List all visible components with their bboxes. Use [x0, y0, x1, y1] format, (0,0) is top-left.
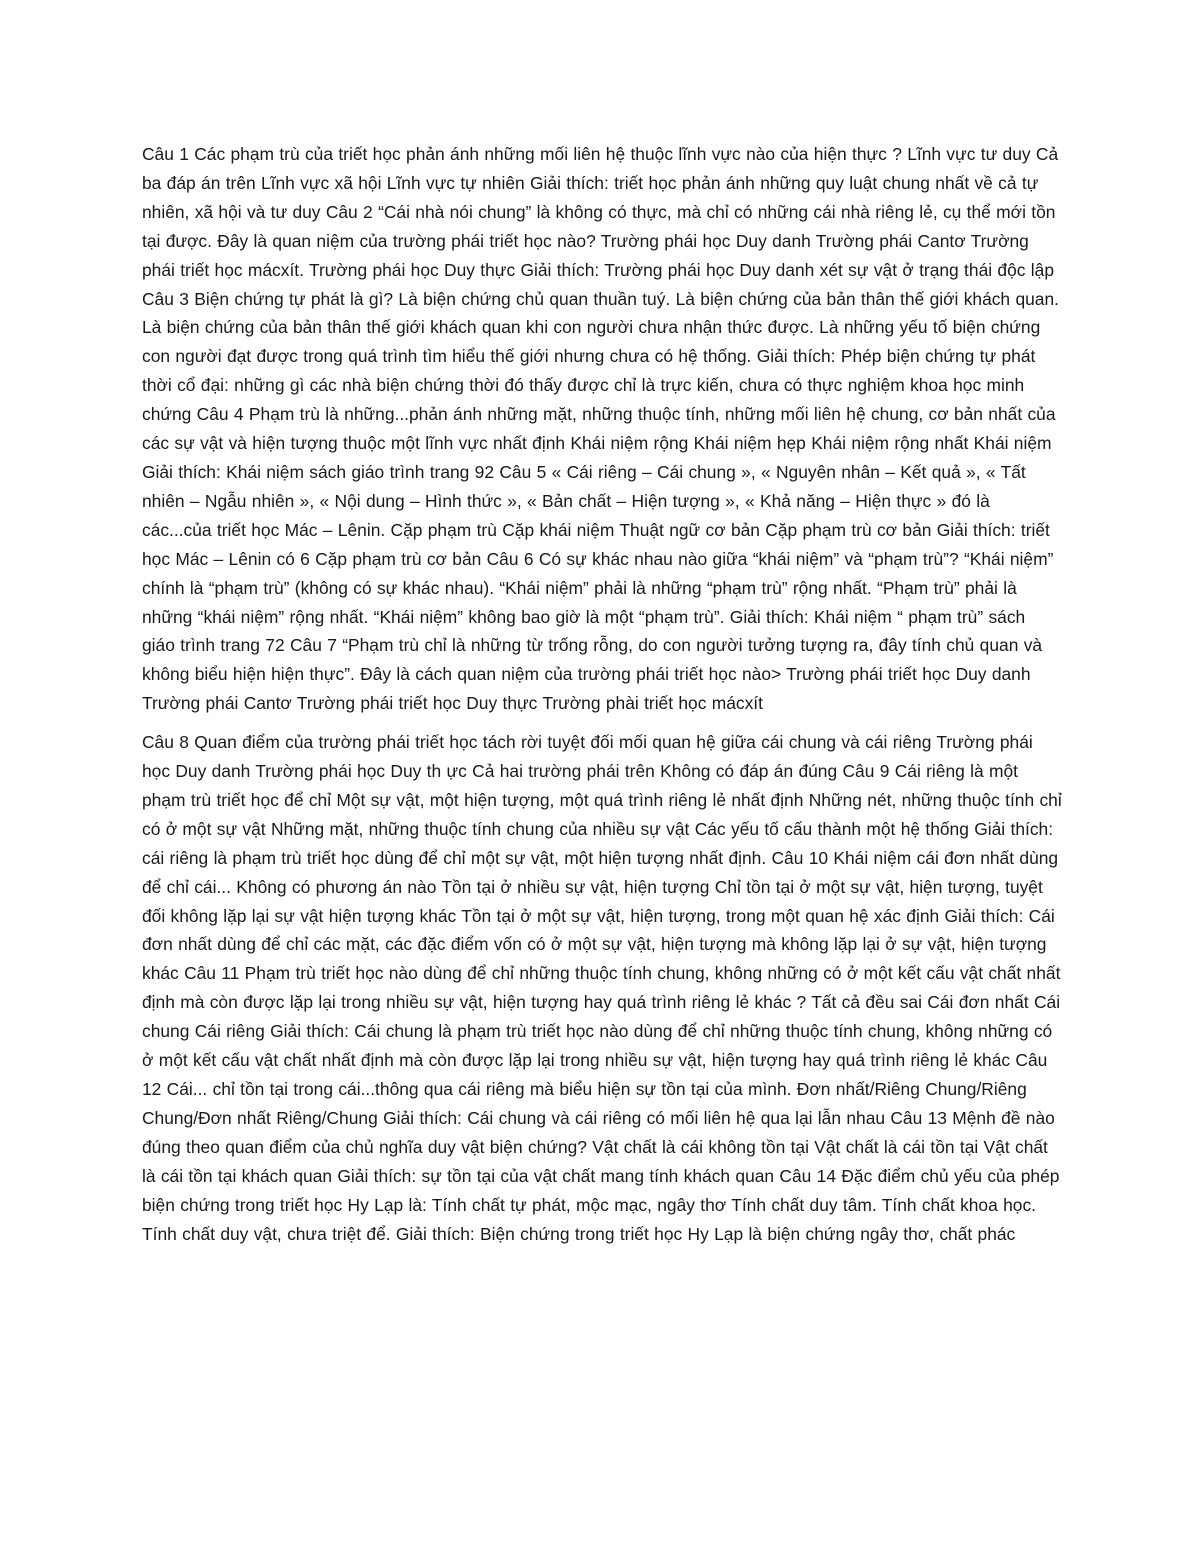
document-page: [142, 140, 1062, 1258]
paragraph-questions-8-14: Câu 8 Quan điểm của trường phái triết học tách rời tuyệt đối mối quan hệ giữa cái chung và cái riêng Trường phái học Duy danh Trường phái học Duy th ực Cả hai trường phái trên Không có đáp án đúng Câu 9 Cái riêng là một phạm trù triết học để chỉ Một sự vật, một hiện tượng, một quá trình riêng lẻ nhất định Những nét, những thuộc tính chỉ có ở một sự vật Những mặt, những thuộc tính chung của nhiều sự vật Các yếu tố cấu thành một hệ thống Giải thích: cái riêng là phạm trù triết học dùng để chỉ một sự vật, một hiện tượng nhất định. Câu 10 Khái niệm cái đơn nhất dùng để chỉ cái... Không có phương án nào Tồn tại ở nhiều sự vật, hiện tượng Chỉ tồn tại ở một sự vật, hiện tượng, tuyệt đối không lặp lại sự vật hiện tượng khác Tồn tại ở một sự vật, hiện tượng, trong một quan hệ xác định Giải thích: Cái đơn nhất dùng để chỉ các mặt, các đặc điểm vốn có ở một sự vật, hiện tượng mà không lặp lại ở sự vật, hiện tượng khác Câu 11 Phạm trù triết học nào dùng để chỉ những thuộc tính chung, không những có ở một kết cấu vật chất nhất định mà còn được lặp lại trong nhiều sự vật, hiện tượng hay quá trình riêng lẻ khác ? Tất cả đều sai Cái đơn nhất Cái chung Cái riêng Giải thích: Cái chung là phạm trù triết học nào dùng để chỉ những thuộc tính chung, không những có ở một kết cấu vật chất nhất định mà còn được lặp lại trong nhiều sự vật, hiện tượng hay quá trình riêng lẻ khác Câu 12 Cái... chỉ tồn tại trong cái...thông qua cái riêng mà biểu hiện sự tồn tại của mình. Đơn nhất/Riêng Chung/Riêng Chung/Đơn nhất Riêng/Chung Giải thích: Cái chung và cái riêng có mối liên hệ qua lại lẫn nhau Câu 13 Mệnh đề nào đúng theo quan điểm của chủ nghĩa duy vật biện chứng? Vật chất là cái không tồn tại Vật chất là cái tồn tại Vật chất là cái tồn tại khách quan Giải thích: sự tồn tại của vật chất mang tính khách quan Câu 14 Đặc điểm chủ yếu của phép biện chứng trong triết học Hy Lạp là: Tính chất tự phát, mộc mạc, ngây thơ Tính chất duy tâm. Tính chất khoa học. Tính chất duy vật, chưa triệt để. Giải thích: Biện chứng trong triết học Hy Lạp là biện chứng ngây thơ, chất phác: [142, 732, 1062, 1244]
paragraph-questions-1-7: Câu 1 Các phạm trù của triết học phản ánh những mối liên hệ thuộc lĩnh vực nào của hiện thực ? Lĩnh vực tư duy Cả ba đáp án trên Lĩnh vực xã hội Lĩnh vực tự nhiên Giải thích: triết học phản ánh những quy luật chung nhất về cả tự nhiên, xã hội và tư duy Câu 2 “Cái nhà nói chung” là không có thực, mà chỉ có những cái nhà riêng lẻ, cụ thể mới tồn tại được. Đây là quan niệm của trường phái triết học nào? Trường phái học Duy danh Trường phái Cantơ Trường phái triết học mácxít. Trường phái học Duy thực Giải thích: Trường phái học Duy danh xét sự vật ở trạng thái độc lập Câu 3 Biện chứng tự phát là gì? Là biện chứng chủ quan thuần tuý. Là biện chứng của bản thân thế giới khách quan. Là biện chứng của bản thân thế giới khách quan khi con người chưa nhận thức được. Là những yếu tố biện chứng con người đạt được trong quá trình tìm hiểu thế giới nhưng chưa có hệ thống. Giải thích: Phép biện chứng tự phát thời cổ đại: những gì các nhà biện chứng thời đó thấy được chỉ là trực kiến, chưa có thực nghiệm khoa học minh chứng Câu 4 Phạm trù là những...phản ánh những mặt, những thuộc tính, những mối liên hệ chung, cơ bản nhất của các sự vật và hiện tượng thuộc một lĩnh vực nhất định Khái niệm rộng Khái niệm hẹp Khái niệm rộng nhất Khái niệm Giải thích: Khái niệm sách giáo trình trang 92 Câu 5 « Cái riêng – Cái chung », « Nguyên nhân – Kết quả », « Tất nhiên – Ngẫu nhiên », « Nội dung – Hình thức », « Bản chất – Hiện tượng », « Khả năng – Hiện thực » đó là các...của triết học Mác – Lênin. Cặp phạm trù Cặp khái niệm Thuật ngữ cơ bản Cặp phạm trù cơ bản Giải thích: triết học Mác – Lênin có 6 Cặp phạm trù cơ bản Câu 6 Có sự khác nhau nào giữa “khái niệm” và “phạm trù”? “Khái niệm” chính là “phạm trù” (không có sự khác nhau). “Khái niệm” phải là những “phạm trù” rộng nhất. “Phạm trù” phải là những “khái niệm” rộng nhất. “Khái niệm” không bao giờ là một “phạm trù”. Giải thích: Khái niệm “ phạm trù” sách giáo trình trang 72 Câu 7 “Phạm trù chỉ là những từ trống rỗng, do con người tưởng tượng ra, đây tính chủ quan và không biểu hiện hiện thực”. Đây là cách quan niệm của trường phái triết học nào> Trường phái triết học Duy danh Trường phái Cantơ Trường phái triết học Duy thực Trường phài triết học mácxít: [142, 144, 1059, 714]
